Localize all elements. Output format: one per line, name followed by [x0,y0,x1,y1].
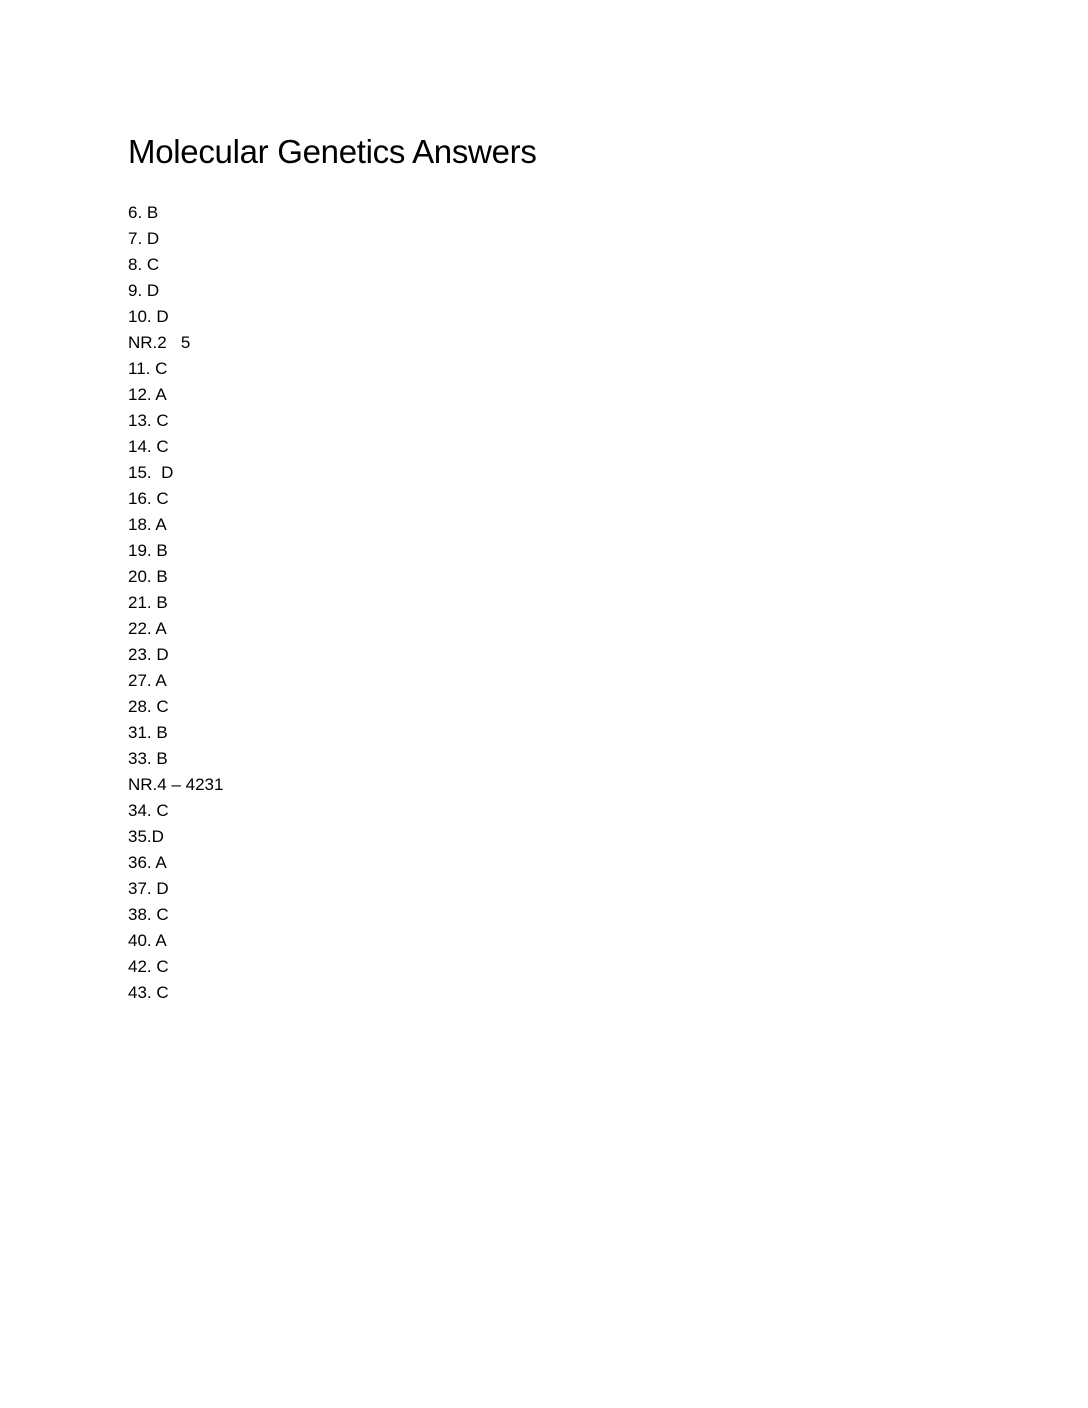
answer-item: 11. C [128,359,168,378]
answer-item: 22. A [128,619,167,638]
answer-item: 20. B [128,567,168,586]
answer-item: 6. B [128,203,159,222]
answer-list [128,200,223,1006]
answer-item: 33. B [128,749,168,768]
answer-item: 27. A [128,671,167,690]
answer-item: 9. D [128,281,160,300]
document-title: Molecular Genetics Answers [128,133,537,170]
answer-item: 10. D [128,307,169,326]
answer-item: 35.D [128,827,164,846]
answer-item: 16. C [128,489,169,508]
answer-item: 36. A [128,853,167,872]
answer-item: NR.2 5 [128,333,191,352]
answer-item: 38. C [128,905,169,924]
answer-item: 23. D [128,645,169,664]
answer-item: 12. A [128,385,167,404]
answer-item: 15. D [128,463,174,482]
answer-item: 31. B [128,723,168,742]
answer-item: 43. C [128,983,169,1002]
answer-item: 37. D [128,879,169,898]
answer-item: 14. C [128,437,169,456]
answer-item: 42. C [128,957,169,976]
answer-item: NR.4 – 4231 [128,775,224,794]
answer-item: 34. C [128,801,169,820]
answer-item: 21. B [128,593,168,612]
answer-item: 28. C [128,697,169,716]
answer-item: 8. C [128,255,160,274]
answer-item: 19. B [128,541,168,560]
answer-item: 13. C [128,411,169,430]
answer-item: 7. D [128,229,160,248]
answer-item: 40. A [128,931,167,950]
answer-item: 18. A [128,515,167,534]
